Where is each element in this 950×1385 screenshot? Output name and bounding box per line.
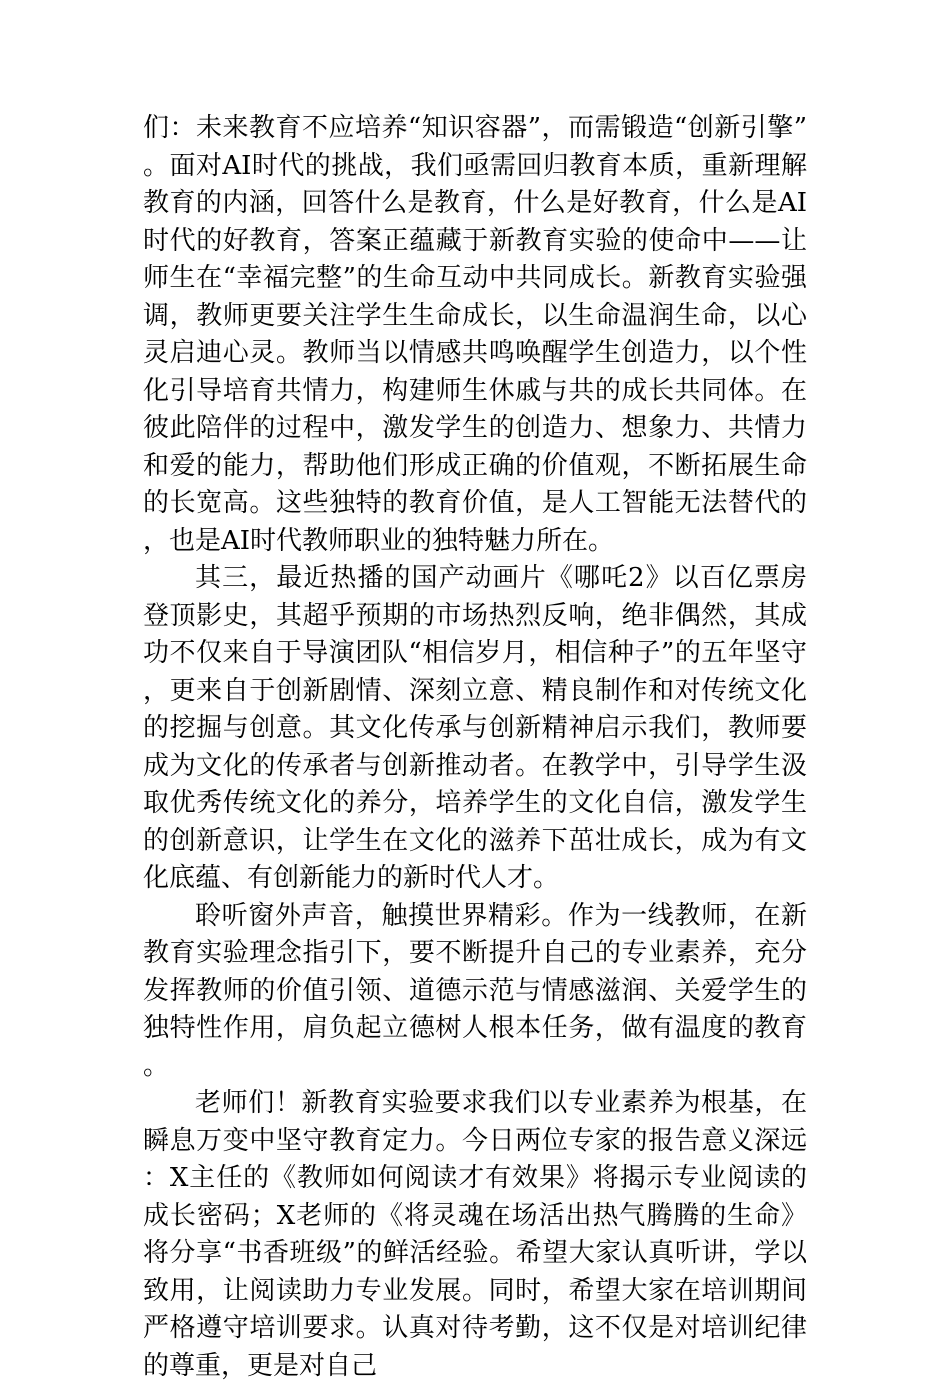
paragraph-1: 们：未来教育不应培养“知识容器”，而需锻造“创新引擎”。面对AI时代的挑战，我们亟需回归教育本质，重新理解教育的内涵，回答什么是教育，什么是好教育，什么是AI时代的好教育，答案正蕴藏于新教育实验的使命中——让师生在“幸福完整”的生命互动中共同成长。新教育实验强调，教师更要关注学生生命成长，以生命温润生命，以心灵启迪心灵。教师当以情感共鸣唤醒学生创造力，以个性化引导培育共情力，构建师生休戚与共的成长共同体。在彼此陪伴的过程中，激发学生的创造力、想象力、共情力和爱的能力，帮助他们形成正确的价值观，不断拓展生命的长宽高。这些独特的教育价值，是人工智能无法替代的，也是AI时代教师职业的独特魅力所在。 bbox=[143, 113, 807, 556]
paragraph-2: 其三，最近热播的国产动画片《哪吒2》以百亿票房登顶影史，其超乎预期的市场热烈反响，绝非偶然，其成功不仅来自于导演团队“相信岁月，相信种子”的五年坚守，更来自于创新剧情、深刻立意、精良制作和对传统文化的挖掘与创意。其文化传承与创新精神启示我们，教师要成为文化的传承者与创新推动者。在教学中，引导学生汲取优秀传统文化的养分，培养学生的文化自信，激发学生的创新意识，让学生在文化的滋养下茁壮成长，成为有文化底蕴、有创新能力的新时代人才。 bbox=[143, 563, 807, 893]
paragraph-4: 老师们！新教育实验要求我们以专业素养为根基，在瞬息万变中坚守教育定力。今日两位专家的报告意义深远：X主任的《教师如何阅读才有效果》将揭示专业阅读的成长密码；X老师的《将灵魂在场活出热气腾腾的生命》将分享“书香班级”的鲜活经验。希望大家认真听讲，学以致用，让阅读助力专业发展。同时，希望大家在培训期间严格遵守培训要求。认真对待考勤，这不仅是对培训纪律的尊重，更是对自己 bbox=[143, 1088, 807, 1381]
paragraph-3: 聆听窗外声音，触摸世界精彩。作为一线教师，在新教育实验理念指引下，要不断提升自己的专业素养，充分发挥教师的价值引领、道德示范与情感滋润、关爱学生的独特性作用，肩负起立德树人根本任务，做有温度的教育。 bbox=[143, 900, 807, 1081]
document-body bbox=[143, 110, 807, 1385]
